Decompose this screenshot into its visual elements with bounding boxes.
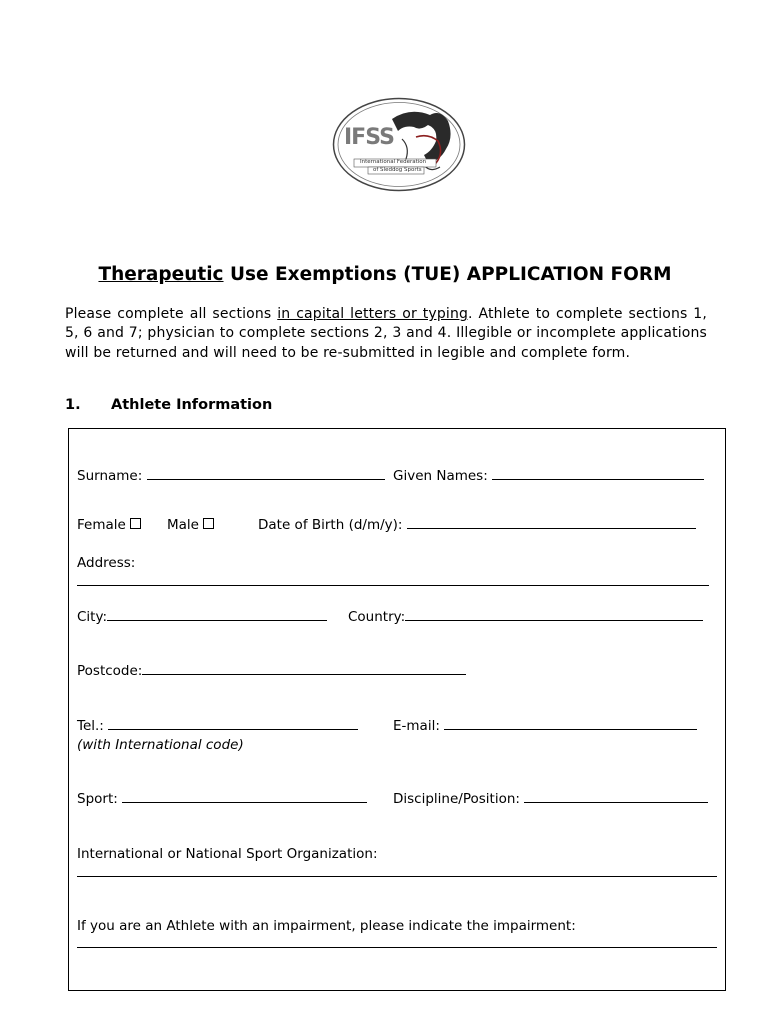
given-names-field[interactable]	[393, 468, 704, 484]
sport-label: Sport:	[77, 791, 118, 807]
sport-line[interactable]	[122, 791, 367, 803]
intro-underlined: in capital letters or typing	[277, 306, 468, 322]
surname-line[interactable]	[147, 468, 385, 480]
organization-label: International or National Sport Organization:	[77, 846, 378, 862]
male-label: Male	[167, 517, 199, 533]
female-option[interactable]	[77, 517, 141, 533]
intro-part-2: . Athlete to complete sections 1, 5, 6 and 7; physician to complete sections 2, 3 and 4. Illegible or incomplete applications will be returned and will need to be re-submitted in legible and complete form.	[65, 306, 707, 361]
given-names-line[interactable]	[492, 468, 704, 480]
tel-line[interactable]	[108, 718, 358, 730]
postcode-label: Postcode:	[77, 663, 143, 679]
discipline-label: Discipline/Position:	[393, 791, 520, 807]
section-number: 1.	[65, 397, 81, 413]
athlete-info-box	[68, 428, 726, 991]
logo-subtitle-1: International Federation	[360, 159, 427, 165]
email-line[interactable]	[444, 718, 697, 730]
city-field[interactable]	[77, 609, 327, 625]
postcode-field[interactable]	[77, 663, 466, 679]
discipline-line[interactable]	[524, 791, 708, 803]
surname-field[interactable]	[77, 468, 385, 484]
city-line[interactable]	[107, 609, 327, 621]
dob-line[interactable]	[407, 517, 696, 529]
title-underlined: Therapeutic	[98, 264, 224, 285]
intro-paragraph	[65, 305, 707, 363]
given-names-label: Given Names:	[393, 468, 488, 484]
impairment-line[interactable]	[77, 947, 717, 948]
section-heading	[65, 397, 272, 413]
surname-label: Surname:	[77, 468, 143, 484]
section-title: Athlete Information	[111, 397, 273, 413]
form-title	[0, 264, 770, 285]
logo-subtitle-2: of Sleddog Sports	[373, 167, 422, 173]
tel-note: (with International code)	[77, 737, 244, 753]
postcode-line[interactable]	[142, 663, 466, 675]
country-field[interactable]	[348, 609, 703, 625]
country-label: Country:	[348, 609, 406, 625]
dob-label: Date of Birth (d/m/y):	[258, 517, 403, 533]
country-line[interactable]	[405, 609, 703, 621]
female-label: Female	[77, 517, 126, 533]
impairment-label: If you are an Athlete with an impairment, please indicate the impairment:	[77, 918, 576, 934]
dob-field[interactable]	[258, 517, 696, 533]
sport-field[interactable]	[77, 791, 367, 807]
address-label: Address:	[77, 555, 136, 571]
female-checkbox[interactable]	[130, 518, 141, 529]
address-line[interactable]	[77, 585, 709, 586]
email-label: E-mail:	[393, 718, 440, 734]
organization-line[interactable]	[77, 876, 717, 877]
title-rest: Use Exemptions (TUE) APPLICATION FORM	[223, 264, 672, 285]
tel-label: Tel.:	[77, 718, 104, 734]
city-label: City:	[77, 609, 108, 625]
male-option[interactable]	[167, 517, 214, 533]
tel-field[interactable]	[77, 718, 358, 734]
intro-part-1: Please complete all sections	[65, 306, 278, 322]
discipline-field[interactable]	[393, 791, 708, 807]
male-checkbox[interactable]	[203, 518, 214, 529]
logo-text: IFSS	[344, 125, 394, 150]
email-field[interactable]	[393, 718, 697, 734]
